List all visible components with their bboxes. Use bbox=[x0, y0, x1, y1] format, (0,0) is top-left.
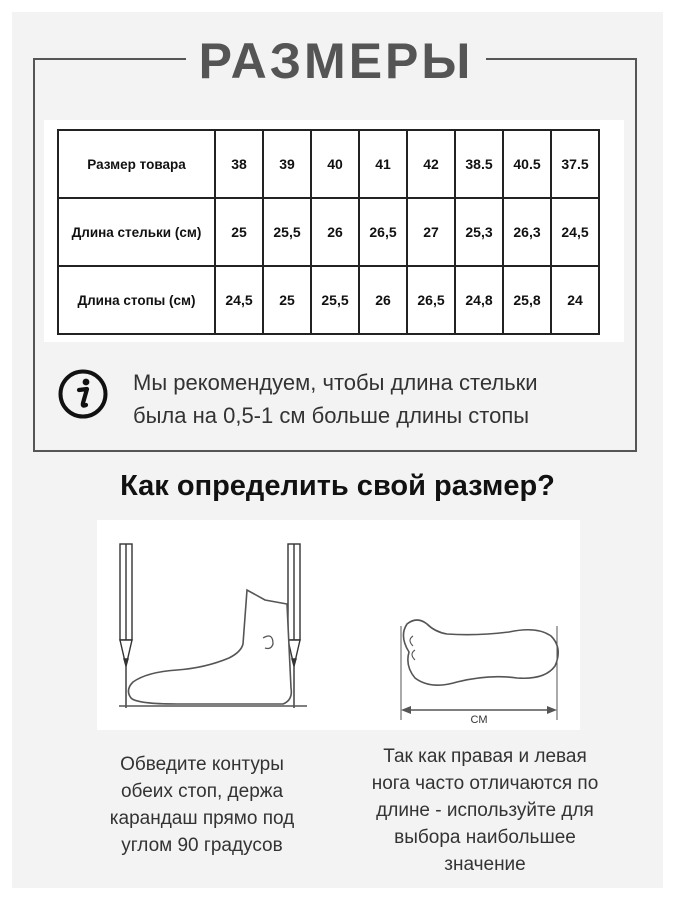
recommendation-note bbox=[57, 366, 617, 430]
right-caption-line: нога часто отличаются по bbox=[371, 773, 599, 794]
table-cell: 24 bbox=[551, 266, 599, 334]
table-cell: 25,8 bbox=[503, 266, 551, 334]
how-to-title: Как определить свой размер? bbox=[120, 470, 555, 502]
size-table-container bbox=[44, 120, 624, 342]
recommendation-line-1: Мы рекомендуем, чтобы длина стельки bbox=[133, 370, 538, 395]
left-caption-line: углом 90 градусов bbox=[121, 835, 283, 856]
table-cell: 26 bbox=[359, 266, 407, 334]
right-caption bbox=[355, 743, 615, 878]
table-cell: 26 bbox=[311, 198, 359, 266]
table-cell: 26,5 bbox=[359, 198, 407, 266]
page-title: РАЗМЕРЫ bbox=[198, 33, 474, 89]
table-cell: 25,5 bbox=[263, 198, 311, 266]
frame-divider-left bbox=[33, 58, 186, 60]
row-label: Длина стопы (см) bbox=[58, 266, 215, 334]
table-cell: 24,8 bbox=[455, 266, 503, 334]
table-cell: 37.5 bbox=[551, 130, 599, 198]
table-cell: 24,5 bbox=[215, 266, 263, 334]
foot-measure-drawing bbox=[97, 520, 580, 730]
table-cell: 38 bbox=[215, 130, 263, 198]
table-cell: 26,5 bbox=[407, 266, 455, 334]
table-row-insole-length bbox=[58, 198, 599, 266]
left-caption-line: Обведите контуры bbox=[120, 754, 284, 775]
left-caption-line: обеих стоп, держа bbox=[120, 781, 284, 802]
table-cell: 25 bbox=[215, 198, 263, 266]
table-row-foot-length bbox=[58, 266, 599, 334]
table-cell: 42 bbox=[407, 130, 455, 198]
right-caption-line: Так как правая и левая bbox=[383, 746, 587, 767]
pencil-left-icon bbox=[120, 544, 132, 708]
table-cell: 40.5 bbox=[503, 130, 551, 198]
table-cell: 27 bbox=[407, 198, 455, 266]
table-cell: 25,5 bbox=[311, 266, 359, 334]
row-label: Размер товара bbox=[58, 130, 215, 198]
left-caption bbox=[92, 751, 312, 859]
table-cell: 24,5 bbox=[551, 198, 599, 266]
right-caption-line: значение bbox=[444, 854, 526, 875]
table-cell: 40 bbox=[311, 130, 359, 198]
table-cell: 38.5 bbox=[455, 130, 503, 198]
table-cell: 25 bbox=[263, 266, 311, 334]
frame-divider-right bbox=[486, 58, 637, 60]
table-cell: 26,3 bbox=[503, 198, 551, 266]
row-label: Длина стельки (см) bbox=[58, 198, 215, 266]
foot-side-icon bbox=[128, 590, 291, 704]
info-icon bbox=[57, 368, 109, 420]
recommendation-line-2: была на 0,5-1 см больше длины стопы bbox=[133, 403, 530, 428]
table-cell: 39 bbox=[263, 130, 311, 198]
right-caption-line: длине - используйте для bbox=[376, 800, 594, 821]
right-caption-line: выбора наибольшее bbox=[394, 827, 576, 848]
measurement-illustration bbox=[97, 520, 580, 730]
ruler-label: СМ bbox=[470, 714, 488, 726]
footprint-icon bbox=[403, 620, 558, 685]
left-caption-line: карандаш прямо под bbox=[109, 808, 295, 829]
recommendation-text bbox=[133, 366, 613, 432]
size-table bbox=[57, 129, 600, 335]
table-cell: 25,3 bbox=[455, 198, 503, 266]
table-cell: 41 bbox=[359, 130, 407, 198]
table-row-product-size bbox=[58, 130, 599, 198]
